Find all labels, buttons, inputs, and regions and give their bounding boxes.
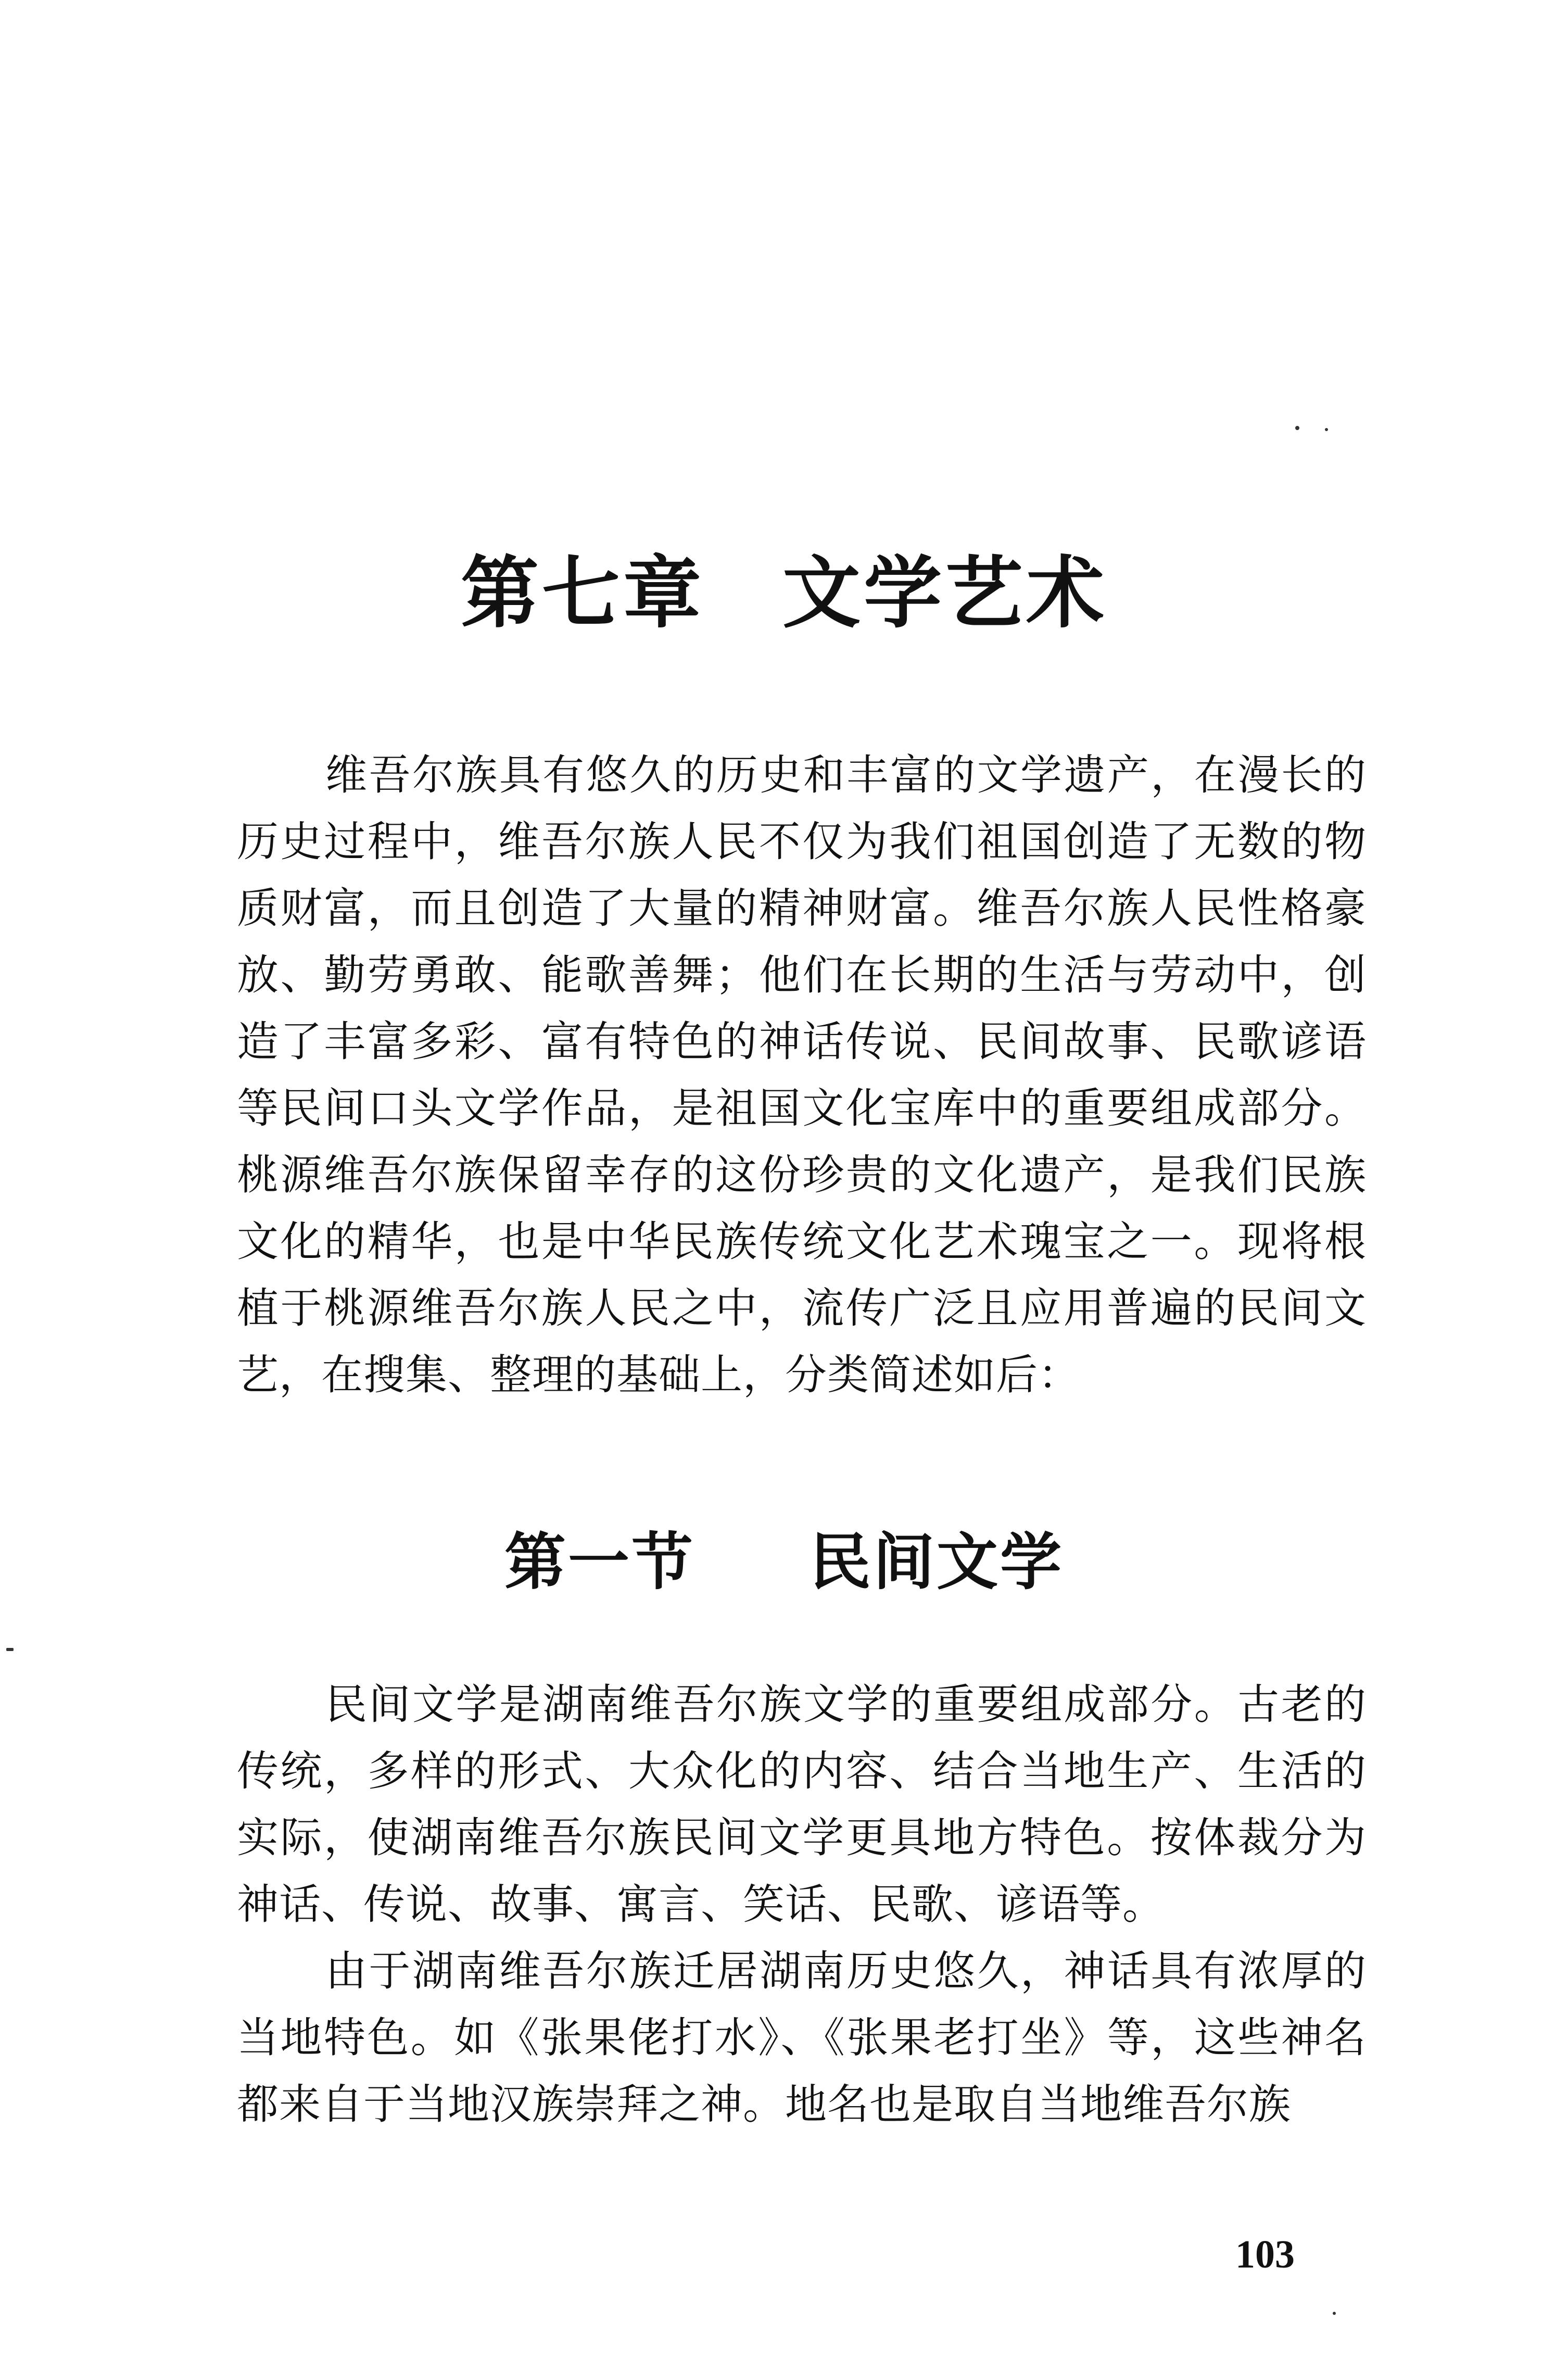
section-heading — [0, 1520, 1568, 1604]
section-body — [237, 1671, 1367, 2138]
chapter-heading — [0, 541, 1568, 646]
scan-speck — [1295, 426, 1299, 430]
section-title: 民间文学 — [810, 1526, 1064, 1598]
chapter-number: 第七章 — [460, 548, 704, 639]
section-paragraph: 由于湖南维吾尔族迁居湖南历史悠久，神话具有浓厚的当地特色。如《张果佬打水》、《张果老打坐》等，这些神名都来自于当地汉族崇拜之神。地名也是取自当地维吾尔族 — [237, 1947, 1367, 2128]
scan-speck — [1325, 428, 1328, 431]
section-paragraph: 民间文学是湖南维吾尔族文学的重要组成部分。古老的传统，多样的形式、大众化的内容、结合当地生产、生活的实际，使湖南维吾尔族民间文学更具地方特色。按体裁分为神话、传说、故事、寓言、笑话、民歌、谚语等。 — [237, 1680, 1367, 1929]
intro-paragraph: 维吾尔族具有悠久的历史和丰富的文学遗产，在漫长的历史过程中，维吾尔族人民不仅为我们祖国创造了无数的物质财富，而且创造了大量的精神财富。维吾尔族人民性格豪放、勤劳勇敢、能歌善舞；他们在长期的生活与劳动中，创造了丰富多彩、富有特色的神话传说、民间故事、民歌谚语等民间口头文学作品，是祖国文化宝库中的重要组成部分。桃源维吾尔族保留幸存的这份珍贵的文化遗产，是我们民族文化的精华，也是中华民族传统文化艺术瑰宝之一。现将根植于桃源维吾尔族人民之中，流传广泛且应用普遍的民间文艺，在搜集、整理的基础上，分类简述如后： — [237, 751, 1367, 1399]
page-number: 103 — [1235, 2233, 1295, 2276]
section-number: 第一节 — [504, 1526, 695, 1598]
scan-speck — [6, 1648, 14, 1651]
chapter-intro — [237, 742, 1367, 1408]
chapter-title: 文学艺术 — [782, 548, 1108, 639]
scan-speck — [1333, 2312, 1336, 2315]
